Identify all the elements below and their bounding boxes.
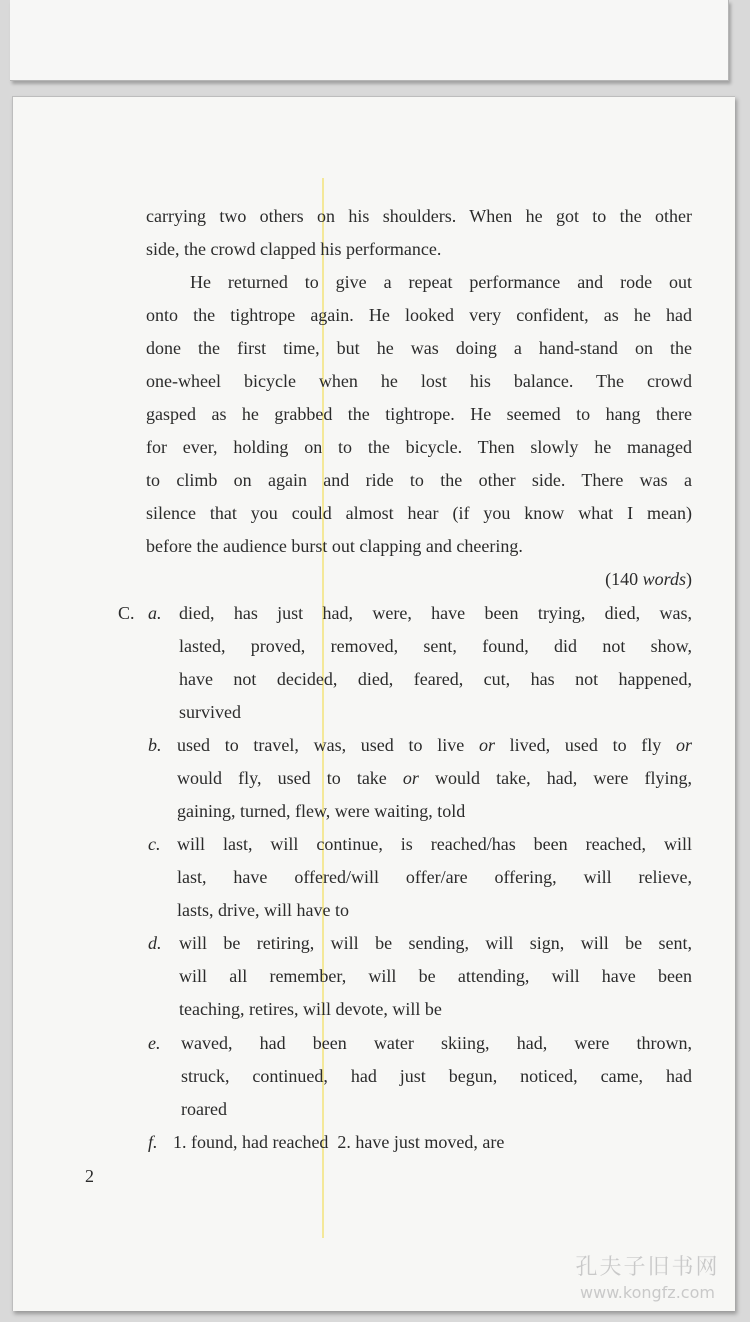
watermark [560, 1250, 735, 1302]
answer-a-line-4: survived [179, 702, 241, 722]
answer-b-line-1: used to travel, was, used to live or lived, used to fly or [177, 735, 693, 755]
answer-e-line-2: struck, continued, had just begun, noticed, came, had [181, 1066, 692, 1086]
answer-letter-a: a. [148, 603, 162, 623]
answer-b-line-2: would fly, used to take or would take, had, were flying, [177, 768, 692, 788]
previous-page-edge [10, 0, 729, 81]
watermark-chinese: 孔夫子旧书网 [575, 1255, 720, 1280]
answer-d-line-2: will all remember, will be attending, will have been [179, 966, 692, 986]
answer-c-line-1: will last, will continue, is reached/has been reached, will [177, 834, 692, 854]
answer-d-line-1: will be retiring, will be sending, will sign, will be sent, [179, 933, 692, 953]
answer-letter-f: f. [148, 1132, 158, 1152]
answer-letter-b: b. [148, 735, 162, 755]
answer-a-line-3: have not decided, died, feared, cut, has not happened, [179, 669, 692, 689]
answer-a-line-1: died, has just had, were, have been trying, died, was, [179, 603, 692, 623]
answer-b-line-3: gaining, turned, flew, were waiting, told [177, 801, 466, 821]
answer-a-line-2: lasted, proved, removed, sent, found, did not show, [179, 636, 692, 656]
passage-line-6: one-wheel bicycle when he lost his balance. The crowd [146, 371, 692, 391]
answer-e-line-1: waved, had been water skiing, had, were thrown, [181, 1033, 692, 1053]
answer-c-line-3: lasts, drive, will have to [177, 900, 349, 920]
passage-line-2: side, the crowd clapped his performance. [146, 239, 442, 259]
answer-f-line-1: 1. found, had reached 2. have just moved, are [173, 1132, 505, 1152]
passage-line-11: before the audience burst out clapping and cheering. [146, 536, 523, 556]
page-number: 2 [85, 1166, 94, 1186]
watermark-url: www.kongfz.com [580, 1283, 715, 1302]
answer-e-line-3: roared [181, 1099, 227, 1119]
section-label: C. [118, 603, 135, 623]
passage-line-10: silence that you could almost hear (if you know what I mean) [146, 503, 692, 523]
passage-line-1: carrying two others on his shoulders. When he got to the other [146, 206, 692, 226]
answer-letter-c: c. [148, 834, 161, 854]
passage-line-8: for ever, holding on to the bicycle. Then slowly he managed [146, 437, 692, 457]
passage-line-7: gasped as he grabbed the tightrope. He seemed to hang there [146, 404, 692, 424]
passage-line-3: He returned to give a repeat performance and rode out [190, 272, 692, 292]
answer-letter-d: d. [148, 933, 162, 953]
answer-d-line-3: teaching, retires, will devote, will be [179, 999, 442, 1019]
answer-c-line-2: last, have offered/will offer/are offering, will relieve, [177, 867, 692, 887]
passage-line-9: to climb on again and ride to the other side. There was a [146, 470, 692, 490]
answer-letter-e: e. [148, 1033, 161, 1053]
passage-line-5: done the first time, but he was doing a hand-stand on the [146, 338, 692, 358]
passage-line-4: onto the tightrope again. He looked very confident, as he had [146, 305, 692, 325]
word-count: (140 words) [605, 569, 692, 589]
